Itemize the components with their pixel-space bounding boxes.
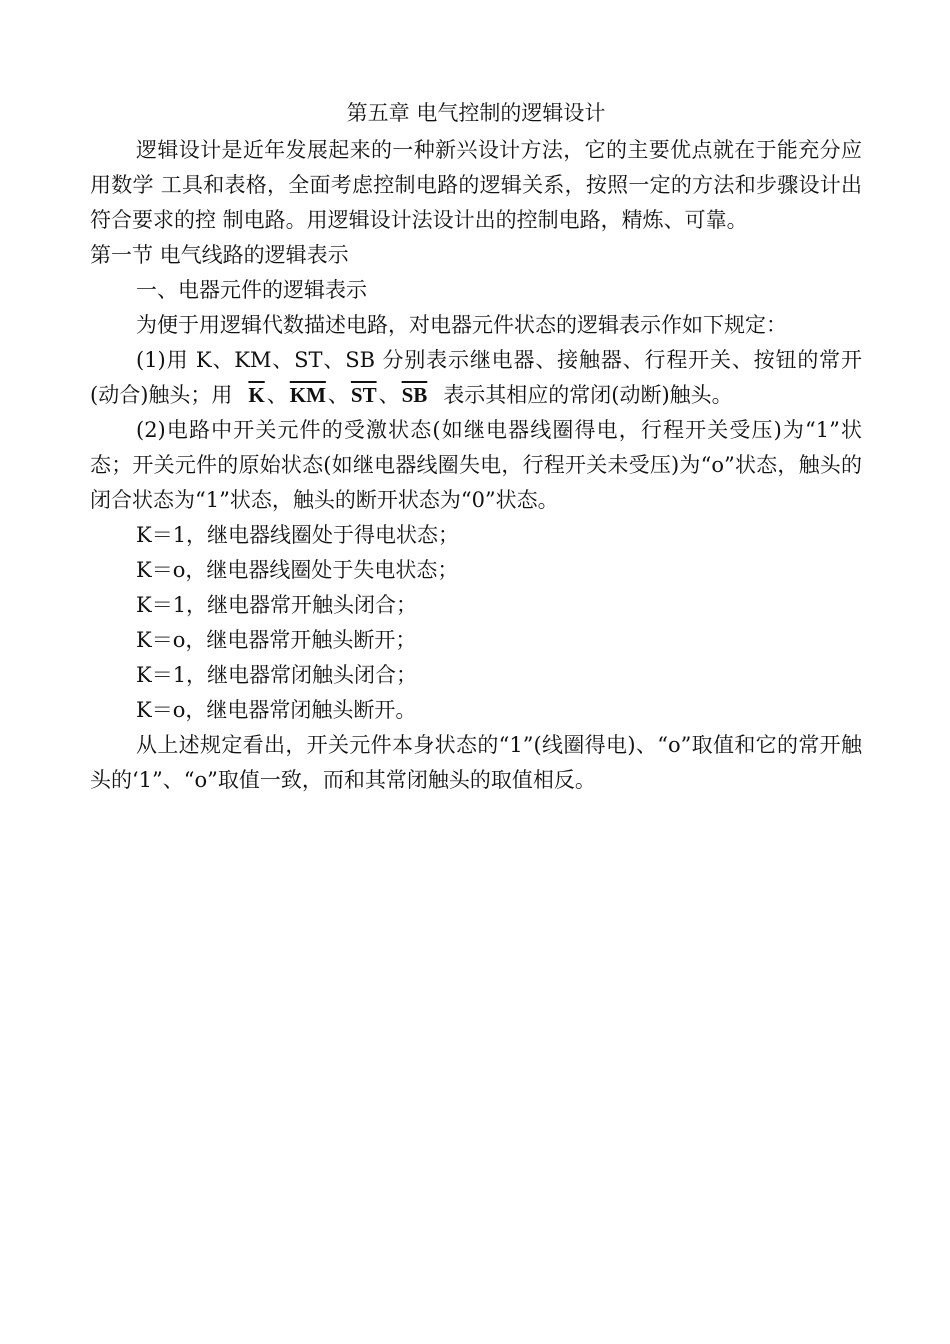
subsection-heading: 一、电器元件的逻辑表示: [136, 278, 367, 302]
state-line: K＝o，继电器线圈处于失电状态；: [136, 558, 459, 582]
km-bar-symbol: $\overline{KM}$: [289, 383, 326, 407]
conclusion-paragraph: 从上述规定看出，开关元件本身状态的“1”(线圈得电)、“o”取值和它的常开触头的‘1”、“o”取值一致，而和其常闭触头的取值相反。: [90, 733, 862, 792]
state-line: K＝o，继电器常开触头断开；: [136, 628, 417, 652]
state-line: K＝1，继电器常闭触头闭合；: [136, 663, 418, 687]
symbol-separator: 、: [327, 383, 349, 407]
sb-bar-symbol: $\overline{SB}$: [401, 383, 428, 407]
state-line: K＝1，继电器线圈处于得电状态；: [136, 523, 460, 547]
symbol-separator: 、: [266, 383, 288, 407]
chapter-title: 第五章 电气控制的逻辑设计: [346, 101, 606, 125]
document-page: [90, 96, 862, 798]
rule-1-text-b: 表示其相应的常闭(动断)触头。: [443, 383, 733, 407]
state-line: K＝o，继电器常闭触头断开。: [136, 698, 417, 722]
k-bar-symbol: $\overline{K}$: [248, 383, 265, 407]
state-line: K＝1，继电器常开触头闭合；: [136, 593, 418, 617]
rule-intro: 为便于用逻辑代数描述电路，对电器元件状态的逻辑表示作如下规定：: [136, 313, 787, 337]
intro-paragraph: 逻辑设计是近年发展起来的一种新兴设计方法，它的主要优点就在于能充分应用数学 工具和表格，全面考虑控制电路的逻辑关系，按照一定的方法和步骤设计出符合要求的控 制电路。用逻辑设计法设计出的控制电路，精炼、可靠。: [90, 138, 862, 232]
st-bar-symbol: $\overline{ST}$: [350, 383, 377, 407]
rule-1-text-a: (1)用 K、KM、ST、SB 分别表示继电器、接触器、行程开关、按钮的常开(动合)触头；用: [90, 348, 862, 407]
rule-1-paragraph: [90, 343, 862, 413]
rule-2-paragraph: (2)电路中开关元件的受激状态(如继电器线圈得电，行程开关受压)为“1”状态；开关元件的原始状态(如继电器线圈失电，行程开关未受压)为“o”状态，触头的闭合状态为“1”状态，触头的断开状态为“0”状态。: [90, 418, 862, 512]
symbol-separator: 、: [378, 383, 400, 407]
section-heading: 第一节 电气线路的逻辑表示: [90, 243, 349, 267]
